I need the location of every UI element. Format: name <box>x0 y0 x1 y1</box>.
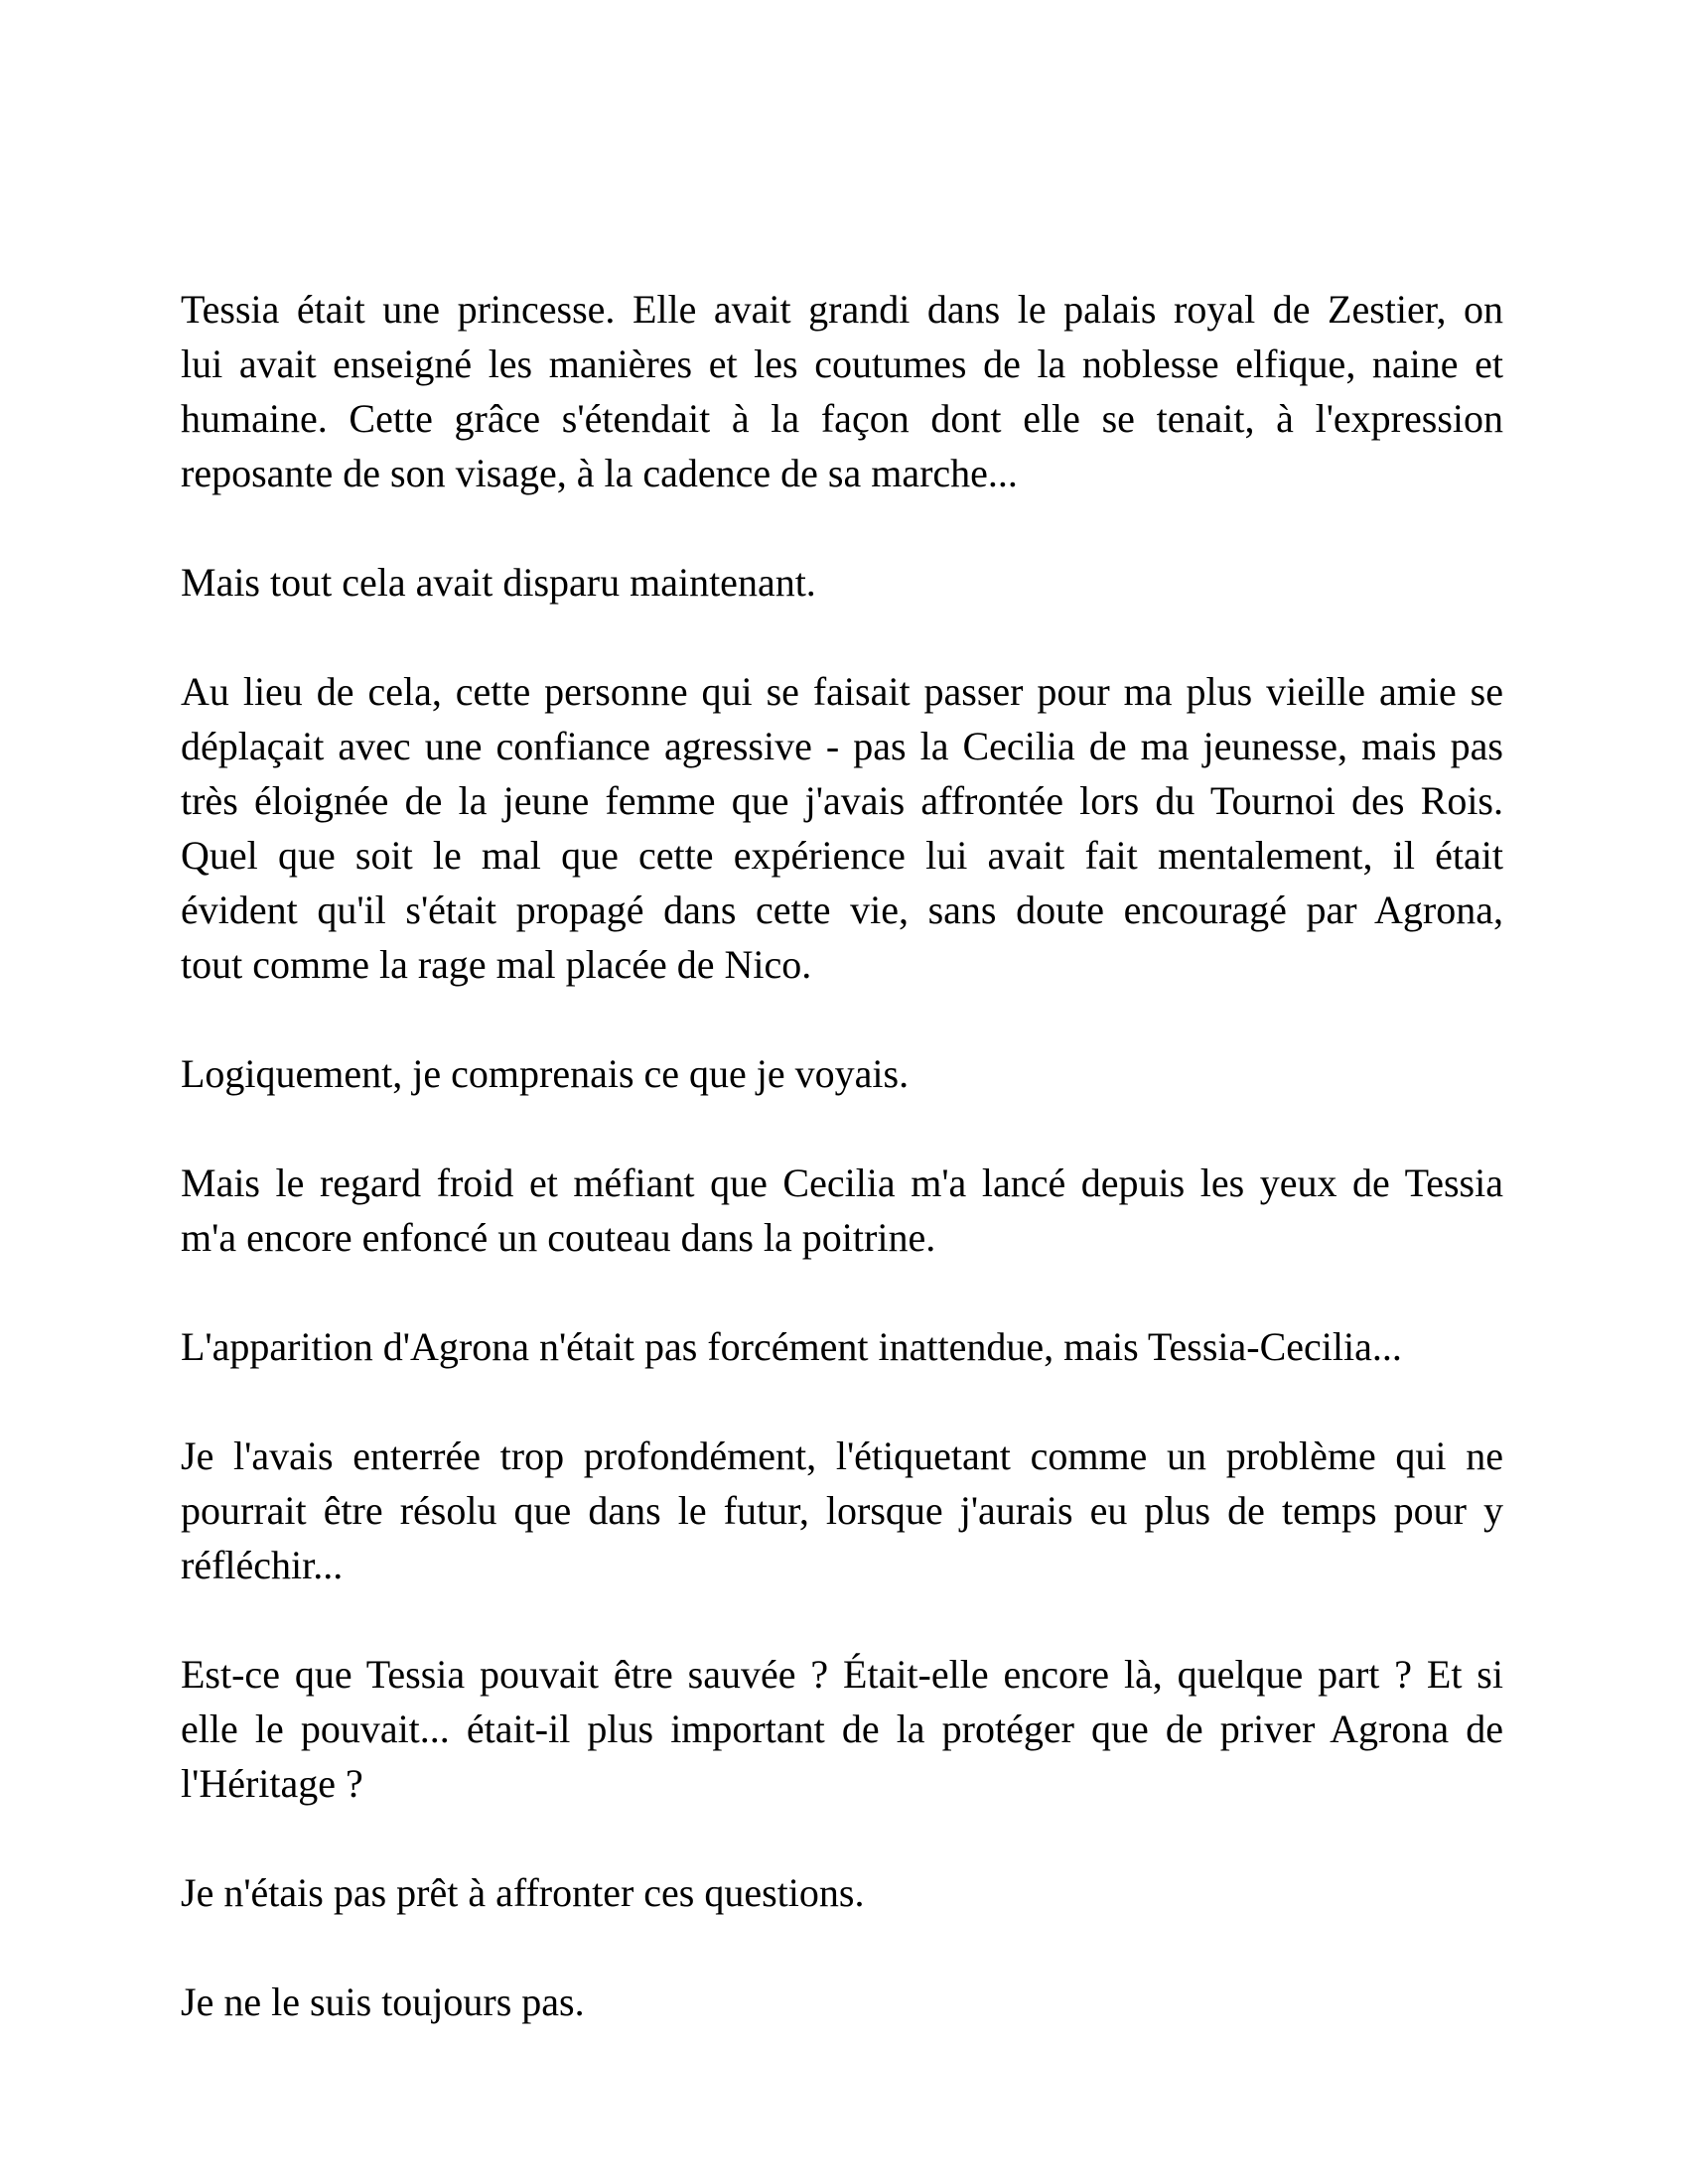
paragraph <box>181 1975 1503 2029</box>
text-line: tout comme la rage mal placée de Nico. <box>181 942 812 987</box>
paragraph <box>181 555 1503 610</box>
text-line: Tessia était une princesse. Elle avait grandi dans le palais royal de Zestier, on <box>181 287 1503 332</box>
text-line: lui avait enseigné les manières et les coutumes de la noblesse elfique, naine et <box>181 341 1503 386</box>
text-line: évident qu'il s'était propagé dans cette vie, sans doute encouragé par Agrona, <box>181 887 1503 932</box>
document-text <box>181 282 1503 2029</box>
text-line: Mais le regard froid et méfiant que Cecilia m'a lancé depuis les yeux de Tessia <box>181 1160 1503 1205</box>
paragraph <box>181 1156 1503 1265</box>
paragraph <box>181 1647 1503 1811</box>
paragraph <box>181 1319 1503 1374</box>
text-line: pourrait être résolu que dans le futur, lorsque j'aurais eu plus de temps pour y <box>181 1488 1503 1533</box>
text-line: m'a encore enfoncé un couteau dans la poitrine. <box>181 1215 936 1260</box>
text-line: Au lieu de cela, cette personne qui se faisait passer pour ma plus vieille amie se <box>181 669 1503 714</box>
text-line: humaine. Cette grâce s'étendait à la façon dont elle se tenait, à l'expression <box>181 396 1503 441</box>
text-line: Quel que soit le mal que cette expérience lui avait fait mentalement, il était <box>181 833 1503 878</box>
text-line: l'Héritage ? <box>181 1761 363 1806</box>
text-line: L'apparition d'Agrona n'était pas forcément inattendue, mais Tessia-Cecilia... <box>181 1324 1402 1369</box>
text-line: Logiquement, je comprenais ce que je voyais. <box>181 1051 910 1096</box>
text-line: elle le pouvait... était-il plus important de la protéger que de priver Agrona de <box>181 1706 1503 1751</box>
paragraph <box>181 282 1503 500</box>
paragraph <box>181 1865 1503 1920</box>
paragraph <box>181 1046 1503 1101</box>
text-line: très éloignée de la jeune femme que j'avais affrontée lors du Tournoi des Rois. <box>181 778 1503 823</box>
text-line: Je l'avais enterrée trop profondément, l'étiquetant comme un problème qui ne <box>181 1433 1503 1478</box>
text-line: Je ne le suis toujours pas. <box>181 1979 585 2024</box>
paragraph <box>181 664 1503 992</box>
text-line: Mais tout cela avait disparu maintenant. <box>181 560 816 605</box>
text-line: réfléchir... <box>181 1543 344 1587</box>
text-line: Est-ce que Tessia pouvait être sauvée ? Était-elle encore là, quelque part ? Et si <box>181 1652 1503 1697</box>
text-line: reposante de son visage, à la cadence de sa marche... <box>181 451 1018 495</box>
text-line: Je n'étais pas prêt à affronter ces questions. <box>181 1870 865 1915</box>
paragraph <box>181 1429 1503 1592</box>
text-line: déplaçait avec une confiance agressive - pas la Cecilia de ma jeunesse, mais pas <box>181 724 1503 768</box>
